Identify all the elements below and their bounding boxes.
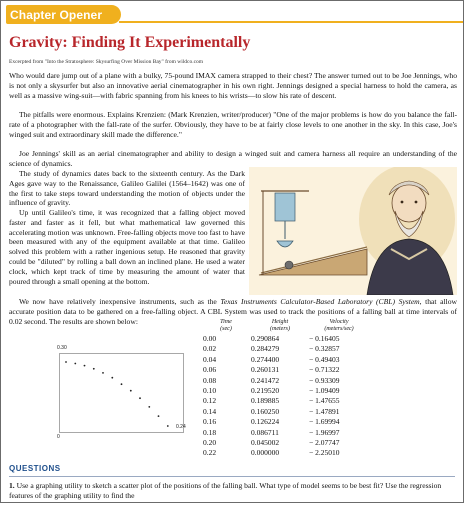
cell-height: 0.000000 xyxy=(251,448,280,458)
table-header-row xyxy=(201,319,369,334)
scatter-point xyxy=(65,361,67,363)
cell-time: 0.02 xyxy=(203,344,217,354)
scatter-point xyxy=(139,397,141,399)
scatter-x-max-label: 0.24 xyxy=(176,424,186,430)
scatter-point xyxy=(93,368,95,370)
scatter-point xyxy=(111,377,113,379)
cell-time: 0.20 xyxy=(203,438,217,448)
cell-height: 0.290864 xyxy=(251,334,280,343)
table-row xyxy=(201,407,369,417)
questions-rule xyxy=(9,476,455,477)
cell-time: 0.14 xyxy=(203,406,217,416)
cell-height: 0.045002 xyxy=(251,438,280,448)
cell-time: 0.16 xyxy=(203,417,217,427)
question-text: Use a graphing utility to sketch a scatter plot of the positions of the falling ball. What type of model seems to be best fit? Use the regression features of the graphing utility to find the xyxy=(9,481,442,500)
cell-velocity: − 1.47891 xyxy=(309,406,340,416)
paragraph-cbl-product: Texas Instruments Calculator-Based Laboratory (CBL) System xyxy=(220,297,420,306)
excerpt-credit: Excerpted from "Into the Stratosphere: Skysurfing Over Mission Bay" from wildco.com xyxy=(9,59,204,65)
cell-time: 0.04 xyxy=(203,354,217,364)
table-row xyxy=(201,417,369,427)
cell-velocity: − 0.71322 xyxy=(309,365,340,375)
cell-time: 0.12 xyxy=(203,396,217,406)
cell-velocity: − 0.93309 xyxy=(309,375,340,385)
cell-height: 0.260131 xyxy=(251,365,280,375)
cell-height: 0.219520 xyxy=(251,386,280,396)
cell-velocity: − 1.47655 xyxy=(309,396,340,406)
cell-height: 0.126224 xyxy=(251,417,280,427)
banner-label: Chapter Opener xyxy=(10,7,103,22)
question-item xyxy=(9,481,454,501)
galileo-portrait-with-inclined-plane-icon xyxy=(249,167,457,295)
cell-height: 0.086711 xyxy=(251,427,279,437)
cell-height: 0.284279 xyxy=(251,344,280,354)
cell-time: 0.18 xyxy=(203,427,217,437)
cell-velocity: − 1.96997 xyxy=(309,427,340,437)
scatter-point xyxy=(167,425,169,427)
paragraph-pitfalls: The pitfalls were enormous. Explains Krenzien: (Mark Krenzien, writer/producer) "One of the major problems is how do you balance the fall-rate of a photographer with the fall-rate of the surfer. Obviously, they have to be at fairly close levels to one another in the sky. In this case, Joe's winged suit and extraordinary skill made the difference." xyxy=(9,110,457,139)
cell-velocity: − 0.16405 xyxy=(309,334,340,343)
scatter-plot-svg xyxy=(60,354,183,432)
table-row xyxy=(201,355,369,365)
cell-time: 0.06 xyxy=(203,365,217,375)
paragraph-skill: Joe Jennings' skill as an aerial cinematographer and ability to design a winged suit and camera harness all require an understanding of the science of dynamics. xyxy=(9,149,457,168)
cell-height: 0.160250 xyxy=(251,406,280,416)
cell-velocity: − 1.69994 xyxy=(309,417,340,427)
scatter-point xyxy=(158,415,160,417)
question-number: 1. xyxy=(9,481,15,490)
scatter-point xyxy=(74,363,76,365)
paragraph-intro: Who would dare jump out of a plane with a bulky, 75-pound IMAX camera strapped to their chest? The answer turned out to be Joe Jennings, who is not only a skysurfer but also an innovative aerial cinematographer in his own right. Jennings designed a special harness to hold the camera, as well as a massive wing-suit—with fabric spanning from his knees to his wrists—to slow his rate of descent. xyxy=(9,71,457,100)
position-scatter-plot xyxy=(59,353,184,433)
scatter-point xyxy=(121,383,123,385)
table-row xyxy=(201,365,369,375)
cell-time: 0.08 xyxy=(203,375,217,385)
header-height: Height (meters) xyxy=(270,319,290,332)
table-row xyxy=(201,334,369,344)
scatter-y-min-label: 0 xyxy=(57,434,60,440)
table-row xyxy=(201,344,369,354)
cell-time: 0.22 xyxy=(203,448,217,458)
scatter-point xyxy=(130,390,132,392)
cell-height: 0.189885 xyxy=(251,396,280,406)
cell-time: 0.00 xyxy=(203,334,217,343)
chapter-opener-banner xyxy=(6,5,121,24)
table-row xyxy=(201,428,369,438)
table-body xyxy=(201,334,369,459)
scatter-point xyxy=(148,406,150,408)
cell-velocity: − 2.07747 xyxy=(309,438,340,448)
scatter-y-max-label: 0.30 xyxy=(57,345,67,351)
paragraph-galileo: Up until Galileo's time, it was recognized that a falling object moved faster and faster as it fell, but what mathematical law governed this accelerating motion was unknown. Free-falling objects move too fast to have been measured with any of the equipment available at that time. Galileo solved this problem with a rather ingenious setup. He reasoned that gravity could be "diluted" by rolling a ball down an inclined plane. He used a water clock, which kept track of time by measuring the amount of water that poured through a small opening at the bottom. xyxy=(9,208,245,286)
table-row xyxy=(201,448,369,458)
table-row xyxy=(201,438,369,448)
cell-velocity: − 2.25010 xyxy=(309,448,340,458)
paragraph-cbl-lead: We now have relatively inexpensive instruments, such as the xyxy=(19,297,221,306)
page-title: Gravity: Finding It Experimentally xyxy=(9,34,251,51)
table-row xyxy=(201,386,369,396)
paragraph-dynamics: The study of dynamics dates back to the sixteenth century. As the Dark Ages gave way to the Renaissance, Galileo Galilei (1564–1642) was one of the first to take steps toward understanding the motion of objects under the influence of gravity. xyxy=(9,169,245,208)
table-row xyxy=(201,376,369,386)
header-velocity: Velocity (meters/sec) xyxy=(324,319,354,332)
scatter-point xyxy=(102,372,104,374)
header-time: Time (sec) xyxy=(220,319,232,332)
cell-velocity: − 0.32857 xyxy=(309,344,340,354)
banner-rule xyxy=(119,21,463,23)
paragraph-cbl-tail: , that allow accurate position data to be gathered on a free-falling object. A CBL System was used to track the positions of a falling ball at time intervals of 0.02 second. The results are shown below: xyxy=(9,297,457,326)
cell-velocity: − 0.49403 xyxy=(309,354,340,364)
table-row xyxy=(201,396,369,406)
cell-time: 0.10 xyxy=(203,386,217,396)
cell-height: 0.241472 xyxy=(251,375,280,385)
falling-ball-data-table xyxy=(201,319,369,459)
questions-heading: QUESTIONS xyxy=(9,464,61,473)
cell-height: 0.274400 xyxy=(251,354,280,364)
cell-velocity: − 1.09409 xyxy=(309,386,340,396)
scatter-point xyxy=(84,365,86,367)
